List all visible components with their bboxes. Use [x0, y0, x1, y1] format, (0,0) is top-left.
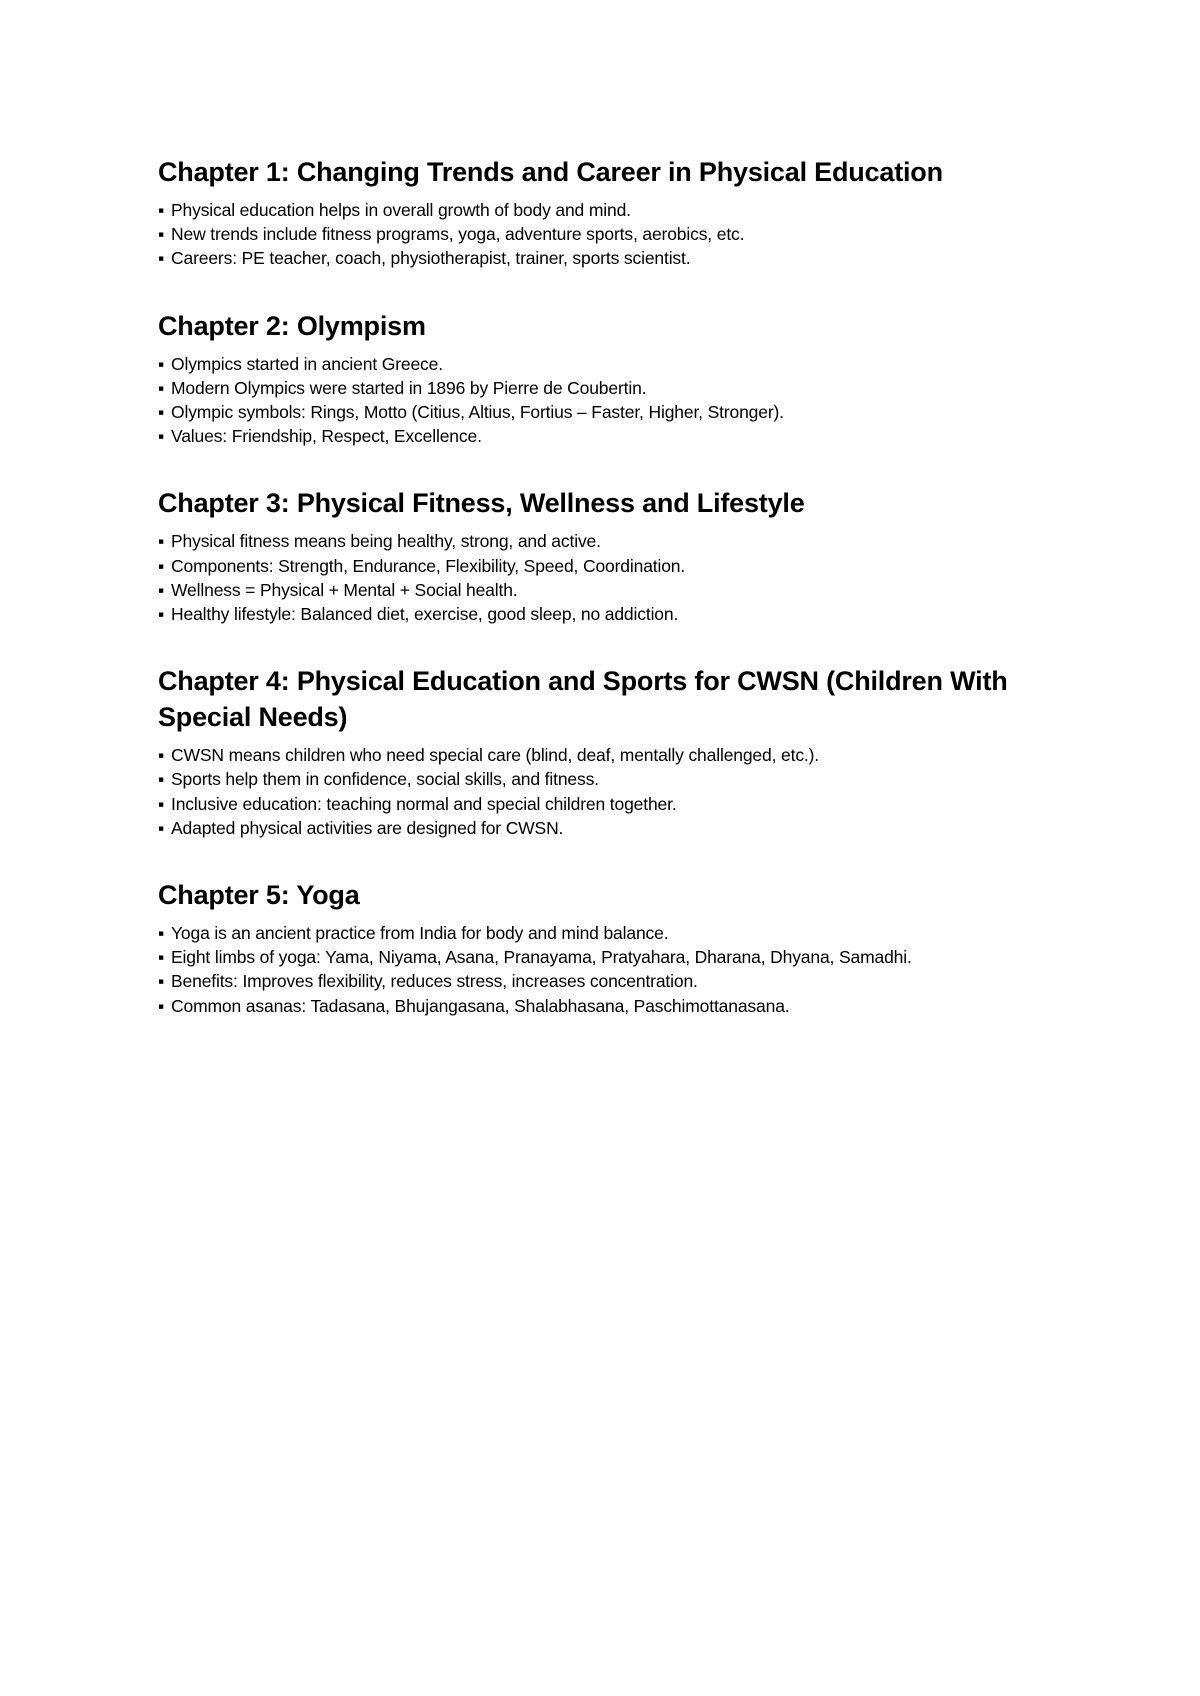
list-item	[158, 792, 1088, 816]
list-item	[158, 222, 1088, 246]
bullet-icon: ▪	[158, 604, 165, 625]
list-item	[158, 246, 1088, 270]
list-item-text: Benefits: Improves flexibility, reduces stress, increases concentration.	[171, 971, 698, 992]
bullet-icon: ▪	[158, 579, 165, 600]
bullet-icon: ▪	[158, 248, 165, 269]
bullet-icon: ▪	[158, 426, 165, 447]
chapter-title: Chapter 2: Olympism	[158, 310, 426, 341]
bullet-list	[158, 352, 1088, 449]
bullet-list	[158, 743, 1088, 840]
list-item-text: Common asanas: Tadasana, Bhujangasana, Shalabhasana, Paschimottanasana.	[171, 995, 790, 1016]
chapter-title: Chapter 1: Changing Trends and Career in Physical Education	[158, 157, 943, 187]
list-item	[158, 994, 1088, 1018]
bullet-icon: ▪	[158, 947, 165, 968]
chapter-title: Chapter 3: Physical Fitness, Wellness and Lifestyle	[158, 488, 805, 519]
list-item	[158, 198, 1088, 222]
list-item	[158, 945, 1088, 969]
chapter-5	[158, 877, 1088, 1018]
list-item	[158, 969, 1088, 993]
bullet-icon: ▪	[158, 531, 165, 552]
bullet-icon: ▪	[158, 224, 165, 245]
chapter-title: Chapter 4: Physical Education and Sports for CWSN (Children With Special Needs)	[158, 666, 1008, 733]
chapter-1	[158, 154, 1088, 271]
list-item	[158, 554, 1088, 578]
bullet-icon: ▪	[158, 995, 165, 1016]
list-item-text: Sports help them in confidence, social skills, and fitness.	[171, 769, 599, 790]
list-item-text: Modern Olympics were started in 1896 by Pierre de Coubertin.	[171, 377, 647, 398]
list-item-text: Wellness = Physical + Mental + Social health.	[171, 579, 518, 600]
bullet-icon: ▪	[158, 793, 165, 814]
list-item-text: Olympics started in ancient Greece.	[171, 353, 443, 374]
list-item-text: Physical education helps in overall growth of body and mind.	[171, 200, 631, 220]
list-item-text: Physical fitness means being healthy, strong, and active.	[171, 531, 601, 552]
chapter-2	[158, 308, 1088, 449]
bullet-icon: ▪	[158, 745, 165, 766]
list-item	[158, 743, 1088, 767]
bullet-icon: ▪	[158, 555, 165, 576]
bullet-icon: ▪	[158, 200, 165, 220]
list-item	[158, 400, 1088, 424]
list-item-text: Adapted physical activities are designed for CWSN.	[171, 817, 564, 838]
bullet-icon: ▪	[158, 817, 165, 838]
chapter-4	[158, 663, 1088, 840]
list-item-text: Values: Friendship, Respect, Excellence.	[171, 426, 482, 447]
list-item	[158, 602, 1088, 626]
list-item	[158, 578, 1088, 602]
bullet-list	[158, 198, 1088, 271]
list-item	[158, 352, 1088, 376]
bullet-icon: ▪	[158, 923, 165, 944]
document-content	[158, 154, 1088, 1055]
bullet-list	[158, 921, 1088, 1018]
list-item	[158, 816, 1088, 840]
list-item-text: Yoga is an ancient practice from India for body and mind balance.	[171, 923, 669, 944]
list-item-text: Inclusive education: teaching normal and special children together.	[171, 793, 677, 814]
list-item-text: Olympic symbols: Rings, Motto (Citius, Altius, Fortius – Faster, Higher, Stronger).	[171, 402, 784, 423]
list-item-text: CWSN means children who need special care (blind, deaf, mentally challenged, etc.).	[171, 745, 820, 766]
list-item	[158, 376, 1088, 400]
bullet-icon: ▪	[158, 402, 165, 423]
bullet-icon: ▪	[158, 971, 165, 992]
bullet-icon: ▪	[158, 353, 165, 374]
list-item-text: New trends include fitness programs, yoga, adventure sports, aerobics, etc.	[171, 224, 745, 245]
list-item-text: Careers: PE teacher, coach, physiotherapist, trainer, sports scientist.	[171, 248, 691, 269]
list-item	[158, 767, 1088, 791]
list-item	[158, 529, 1088, 553]
chapter-3	[158, 485, 1088, 626]
list-item	[158, 921, 1088, 945]
list-item-text: Healthy lifestyle: Balanced diet, exercise, good sleep, no addiction.	[171, 604, 679, 625]
bullet-icon: ▪	[158, 769, 165, 790]
bullet-list	[158, 529, 1088, 626]
bullet-icon: ▪	[158, 377, 165, 398]
list-item-text: Eight limbs of yoga: Yama, Niyama, Asana, Pranayama, Pratyahara, Dharana, Dhyana, Samadhi.	[171, 947, 912, 968]
list-item-text: Components: Strength, Endurance, Flexibility, Speed, Coordination.	[171, 555, 686, 576]
chapter-title: Chapter 5: Yoga	[158, 880, 360, 911]
list-item	[158, 424, 1088, 448]
